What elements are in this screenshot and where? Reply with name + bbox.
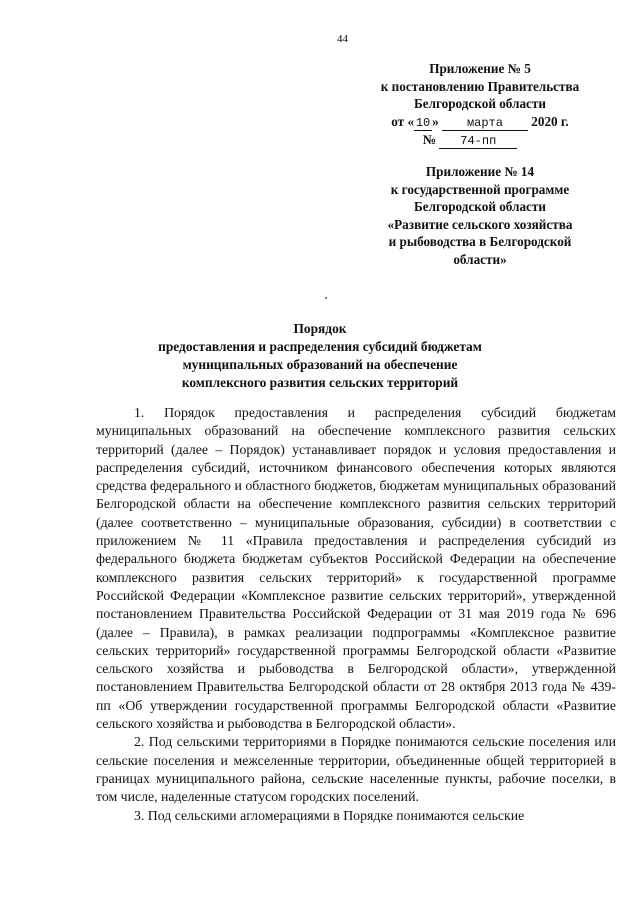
appendix-14-reference: к государственной программе	[390, 181, 570, 197]
paragraph-3: 3. Под сельскими агломерациями в Порядке понимаются сельские	[134, 807, 525, 823]
paragraph-2: 2. Под сельскими территориями в Порядке понимаются сельские поселения или сельские поселения и межселенные территории, объединенные общей территорией в границах муниципального района, сельские населенные пункты, рабочие поселки, в том числе, наделенные статусом городских поселений.	[96, 734, 616, 805]
title-line-2: предоставления и распределения субсидий бюджетам	[158, 339, 482, 354]
appendix-14-heading: Приложение № 14	[425, 164, 535, 179]
appendix-14-region: Белгородской области	[414, 199, 546, 215]
date-month-field: марта	[442, 117, 528, 131]
date-prefix: от «	[391, 113, 415, 129]
title-line-1: Порядок	[293, 321, 347, 336]
title-line-3: муниципальных образований на обеспечение	[182, 357, 458, 372]
date-quote-close: »	[432, 113, 439, 129]
appendix-14-block	[340, 163, 620, 269]
date-day-field: 10	[415, 115, 431, 130]
document-title	[110, 320, 530, 392]
page-number: 44	[337, 33, 348, 45]
appendix-5-region: Белгородской области	[414, 96, 546, 112]
decree-number-field: 74-пп	[439, 135, 517, 149]
appendix-5-reference: к постановлению Правительства	[380, 78, 580, 94]
date-year: 2020 г.	[531, 113, 569, 129]
appendix-5-date-line	[340, 113, 620, 131]
appendix-5-number-line	[340, 131, 620, 149]
appendix-14-program-line1: «Развитие сельского хозяйства	[387, 216, 573, 232]
paragraph-1: 1. Порядок предоставления и распределения субсидий бюджетам муниципальных образований на обеспечение комплексного развития сельских территорий (далее – Порядок) устанавливает порядок и условия предоставления и распределения субсидий, источником финансового обеспечения которых являются средства федерального и областного бюджетов, бюджетам муниципальных образований Белгородской области на обеспечение комплексного развития сельских территорий (далее соответственно – муниципальные образования, субсидии) в соответствии с приложением № 11 «Правила предоставления и распределения субсидий из федерального бюджета бюджетам субъектов Российской Федерации на обеспечение комплексного развития сельских территорий» к государственной программе Российской Федерации «Комплексное развитие сельских территорий», утвержденной постановлением Правительства Российской Федерации от 31 мая 2019 года № 696 (далее – Правила), в рамках реализации подпрограммы «Комплексное развитие сельских территорий» государственной программы Белгородской области «Развитие сельского хозяйства и рыбоводства в Белгородской области», утвержденной постановлением Правительства Белгородской области от 28 октября 2013 года № 439-пп «Об утверждении государственной программы Белгородской области «Развитие сельского хозяйства и рыбоводства в Белгородской области».	[96, 405, 616, 732]
document-body	[96, 404, 616, 825]
scan-speck	[325, 297, 327, 299]
appendix-14-program-line2: и рыбоводства в Белгородской	[388, 234, 572, 250]
appendix-5-block	[340, 60, 620, 149]
appendix-5-heading: Приложение № 5	[429, 61, 531, 76]
appendix-14-program-line3: области»	[453, 251, 507, 267]
title-line-4: комплексного развития сельских территорий	[181, 375, 459, 390]
number-sign: №	[422, 131, 436, 147]
